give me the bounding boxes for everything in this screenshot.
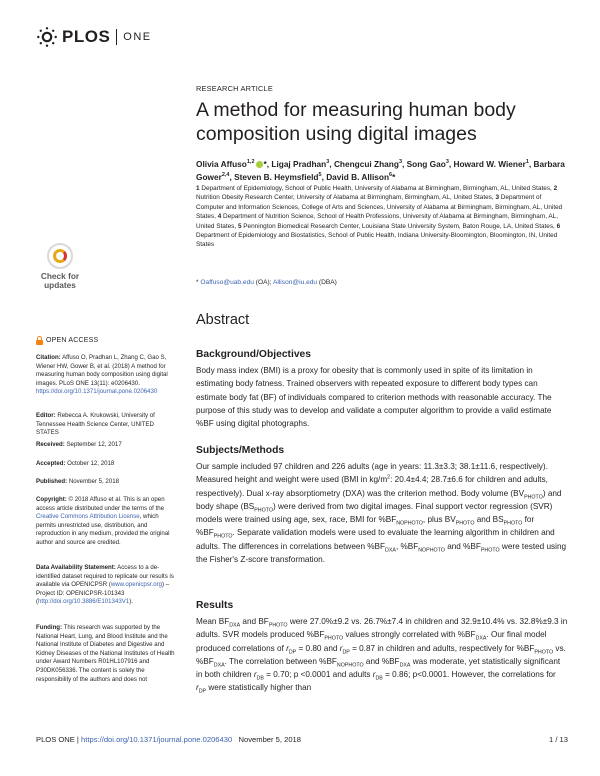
results-heading: Results xyxy=(196,600,234,611)
author-name[interactable]: Song Gao xyxy=(406,159,446,169)
background-heading: Background/Objectives xyxy=(196,349,312,360)
article-type: RESEARCH ARTICLE xyxy=(196,84,273,93)
background-paragraph: Body mass index (BMI) is a proxy for obesity that is commonly used in spite of its limitation in estimating body fatness. Trained observers with repeated exposure to different body types can estimate body fat (BF) of individuals compared to criterion methods with reasonable accuracy. The purpose of this study was to develop and validate a computer algorithm to provide a valid estimate %BF using digital photographs. xyxy=(196,366,552,429)
footer-journal: PLOS ONE | xyxy=(36,735,82,744)
results-paragraph: Mean $BF_{DXA}$ and $BF_{PHOTO}$ were 27.0%±9.2 vs. 26.7%±7.4 in children and 32.9±10.4% vs. 32.8%±9.3 in adults. SVR models produced $\%BF_{PHOTO}$ values strongly correlated with $\%BF_{DXA}$. Our final model produced correlations of $r_{DP} = 0.80$ and $r_{DP} = 0.87$ in children and adults, respectively for $\%BF_{PHOTO}$ vs. $\%BF_{DXA}$. The correlation between $\%BF_{NOPHOTO}$ and $\%BF_{DXA}$ was moderate, yet statistically significant in both children $r_{DB} = 0.70$; p <0.0001 and adults $r_{DB} = 0.86$; p<0.0001. However, the correlations for $r_{DP}$ were statistically higher than xyxy=(196,617,568,696)
openicpsr-link[interactable]: www.openicpsr.org xyxy=(110,581,163,589)
logo-divider xyxy=(116,29,117,45)
abstract-heading: Abstract xyxy=(196,312,250,328)
received-date: Received: September 12, 2017 xyxy=(36,441,122,448)
email-link[interactable]: Oaffuso@uab.edu xyxy=(200,279,254,286)
footer-date: November 5, 2018 xyxy=(232,735,301,744)
plos-logo-icon xyxy=(36,26,58,48)
author-name[interactable]: Ligaj Pradhan xyxy=(271,159,327,169)
correspondence: * Oaffuso@uab.edu (OA); Allison@iu.edu (DBA) xyxy=(196,279,337,286)
accepted-date: Accepted: October 12, 2018 xyxy=(36,460,115,467)
open-access-label: OPEN ACCESS xyxy=(36,336,98,345)
affiliations: 1 Department of Epidemiology, School of Public Health, University of Alabama at Birmingham, Birmingham, AL, United States, 2 Nutrition Obesity Research Center, University of Alabama at Birmingham, Birmingham, AL, United States, 3 Department of Computer and Information Sciences, College of Arts and Sciences, University of Alabama at Birmingham, Birmingham, AL, United States, 4 Department of Nutrition Science, School of Health Professions, University of Alabama at Birmingham, Birmingham, AL, United States, 5 Pennington Biomedical Research Center, Louisiana State University System, Baton Rouge, LA, United States, 6 Department of Epidemiology and Biostatistics, School of Public Health, Indiana University-Bloomington, Bloomington, IN, United States xyxy=(196,185,563,249)
citation-block: Citation: Affuso O, Pradhan L, Zhang C, Gao S, Wiener HW, Gower B, et al. (2018) A method for measuring human body composition using digital images. PLoS ONE 13(11): e0206430. https://doi.org/10.1371/journal.pone.0206430 xyxy=(36,354,168,396)
email-link[interactable]: Allison@iu.edu xyxy=(272,279,318,286)
funding-block: Funding: This research was supported by the National Heart, Lung, and Blood Institute and the National Institute of Diabetes and Digestive and Kidney Diseases of the National Institutes of Health under Award Numbers R01HL107916 and P30DK056336. The content is solely the responsibility of the authors and does not xyxy=(36,624,175,683)
author-name[interactable]: David B. Allison xyxy=(326,171,390,182)
page-number: 1 / 13 xyxy=(549,735,568,744)
logo-journal-text: ONE xyxy=(123,31,152,43)
article-title: A method for measuring human body composition using digital images xyxy=(196,99,516,145)
author-name[interactable]: Howard W. Wiener xyxy=(453,159,526,169)
check-for-updates-label: Check for updates xyxy=(40,271,80,290)
methods-heading: Subjects/Methods xyxy=(196,445,285,456)
author-name[interactable]: Olivia Affuso xyxy=(196,159,247,169)
author-name[interactable]: Barbara Gower xyxy=(196,159,565,182)
open-lock-icon xyxy=(36,336,43,345)
page-footer xyxy=(36,735,568,747)
author-name[interactable]: Chengcui Zhang xyxy=(333,159,399,169)
data-availability-block: Data Availability Statement: Access to a de-identified dataset required to replicate our results is available via OPENICPSR (www.openicpsr.org) – Project ID: OPENICPSR-101343 (http://doi.org/10.3886/E101343V1). xyxy=(36,564,174,606)
footer-doi-link[interactable]: https://doi.org/10.1371/journal.pone.0206430 xyxy=(81,735,233,744)
crossmark-icon xyxy=(47,243,73,269)
logo-plos-text: PLOS xyxy=(62,27,111,46)
dataset-doi-link[interactable]: http://doi.org/10.3886/E101343V1 xyxy=(38,598,130,606)
check-for-updates-badge[interactable] xyxy=(36,243,84,299)
citation-doi-link[interactable]: https://doi.org/10.1371/journal.pone.0206430 xyxy=(36,388,158,396)
orcid-icon[interactable] xyxy=(256,161,263,168)
cc-license-link[interactable]: Creative Commons Attribution License xyxy=(36,513,140,521)
plos-one-logo[interactable] xyxy=(36,26,152,48)
methods-paragraph: Our sample included 97 children and 226 adults (age in years: 11.3±3.3; 38.1±11.6, respectively). Measured height and weight were used (BMI in $kg/m^2$: 20.4±4.4; 28.7±6.6 for children and adults, respectively). Dual x-ray absorptiometry (DXA) was the criterion method. Body volume $(BV_{PHOTO})$ and body shape $(BS_{PHOTO})$ were derived from two digital images. Final support vector regression (SVR) models were trained using age, sex, race, BMI for $\%BF_{NOPHOTO}$, plus $BV_{PHOTO}$ and $BS_{PHOTO}$ for $\%BF_{PHOTO}$. Separate validation models were used to evaluate the learning algorithm in children and adults. The differences in correlations between $\%BF_{DXA}$, $\%BF_{NOPHOTO}$ and $\%BF_{PHOTO}$ were tested using the Fisher's Z-score transformation. xyxy=(196,462,567,565)
author-name[interactable]: Steven B. Heymsfield xyxy=(234,171,319,182)
editor-block: Editor: Rebecca A. Krukowski, University of Tennessee Health Science Center, UNITED STATES xyxy=(36,412,155,437)
published-date: Published: November 5, 2018 xyxy=(36,478,119,485)
author-list: Olivia Affuso$^{1,2}$ *, Ligaj Pradhan$^3$, Chengcui Zhang$^3$, Song Gao$^3$, Howard W. Wiener$^1$, Barbara Gower$^{2,4}$, Steven B. Heymsfield$^5$, David B. Allison$^6$* xyxy=(196,159,565,182)
copyright-block: Copyright: © 2018 Affuso et al. This is an open access article distributed under the terms of the Creative Commons Attribution License, which permits unrestricted use, distribution, and reproduction in any medium, provided the original author and source are credited. xyxy=(36,496,170,546)
